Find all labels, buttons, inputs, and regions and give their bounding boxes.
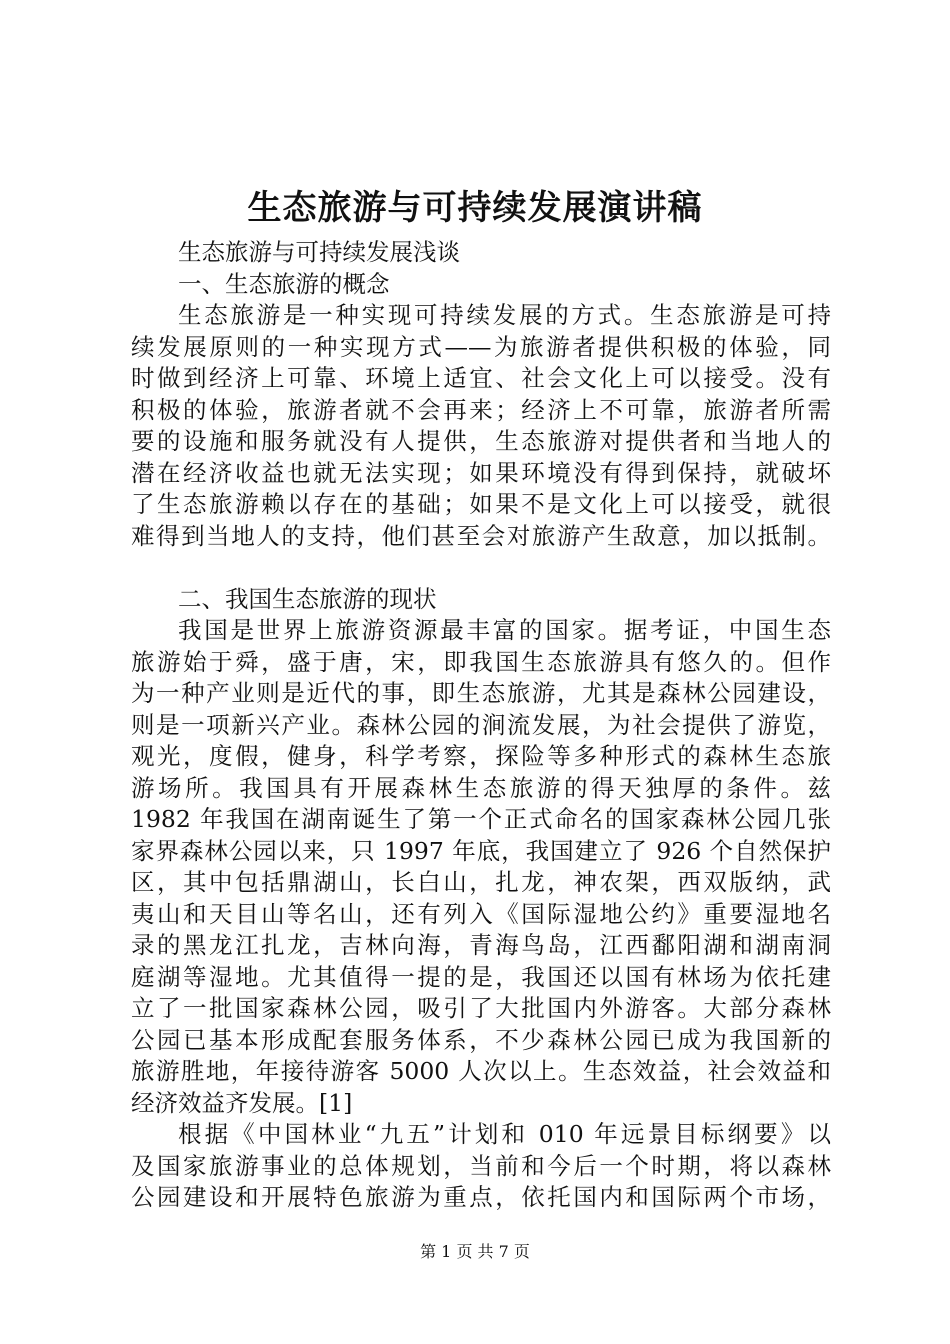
text-line: 我国是世界上旅游资源最丰富的国家。据考证，中国生态 [178,616,831,644]
text-line: 则是一项新兴产业。森林公园的涧流发展，为社会提供了游览， [131,710,831,739]
text-line: 生态旅游与可持续发展浅谈 [178,238,460,266]
text-line: 时做到经济上可靠、环境上适宜、社会文化上可以接受。没有 [131,364,831,392]
text-line: 根据《中国林业“九五”计划和 010 年远景目标纲要》以 [178,1120,831,1148]
text-line: 庭湖等湿地。尤其值得一提的是，我国还以国有林场为依托建 [131,962,831,991]
text-line: 及国家旅游事业的总体规划，当前和今后一个时期，将以森林 [131,1151,831,1180]
text-line: 立了一批国家森林公园，吸引了大批国内外游客。大部分森林 [131,994,831,1022]
text-line: 经济效益齐发展。[1] [131,1088,353,1117]
text-line: 公园已基本形成配套服务体系，不少森林公园已成为我国新的 [131,1025,831,1054]
text-line: 生态旅游是一种实现可持续发展的方式。生态旅游是可持 [178,301,831,329]
text-line: 夷山和天目山等名山，还有列入《国际湿地公约》重要湿地名 [131,899,831,928]
text-line: 旅游胜地，年接待游客 5000 人次以上。生态效益，社会效益和 [131,1057,831,1085]
text-line: 游场所。我国具有开展森林生态旅游的得天独厚的条件。兹 [131,773,831,802]
text-line: 区，其中包括鼎湖山，长白山，扎龙，神农架，西双版纳，武 [131,868,831,896]
text-line: 1982 年我国在湖南诞生了第一个正式命名的国家森林公园几张 [131,805,831,833]
document-title: 生态旅游与可持续发展演讲稿 [247,188,703,228]
text-line: 为一种产业则是近代的事，即生态旅游，尤其是森林公园建设， [131,679,831,707]
text-line: 家界森林公园以来，只 1997 年底，我国建立了 926 个自然保护 [131,836,831,865]
text-line: 潜在经济收益也就无法实现；如果环境没有得到保持，就破坏 [131,458,831,487]
text-line: 了生态旅游赖以存在的基础；如果不是文化上可以接受，就很 [131,490,831,518]
text-line: 难得到当地人的支持，他们甚至会对旅游产生敌意，加以抵制。 [131,521,831,550]
text-line: 积极的体验，旅游者就不会再来；经济上不可靠，旅游者所需 [131,395,831,424]
page-footer: 第 1 页 共 7 页 [420,1242,530,1261]
text-line: 二、我国生态旅游的现状 [178,584,437,613]
document-body [131,237,831,1214]
text-line: 续发展原则的一种实现方式——为旅游者提供积极的体验，同 [131,332,831,361]
text-line: 旅游始于舜，盛于唐，宋，即我国生态旅游具有悠久的。但作 [131,647,831,676]
text-line: 公园建设和开展特色旅游为重点，依托国内和国际两个市场， [131,1183,831,1211]
text-line: 一、生态旅游的概念 [178,269,390,298]
text-line: 观光，度假，健身，科学考察，探险等多种形式的森林生态旅 [131,742,831,770]
blank-line [131,552,831,584]
text-line: 录的黑龙江扎龙，吉林向海，青海鸟岛，江西鄱阳湖和湖南洞 [131,931,831,959]
text-line: 要的设施和服务就没有人提供，生态旅游对提供者和当地人的 [131,427,831,455]
